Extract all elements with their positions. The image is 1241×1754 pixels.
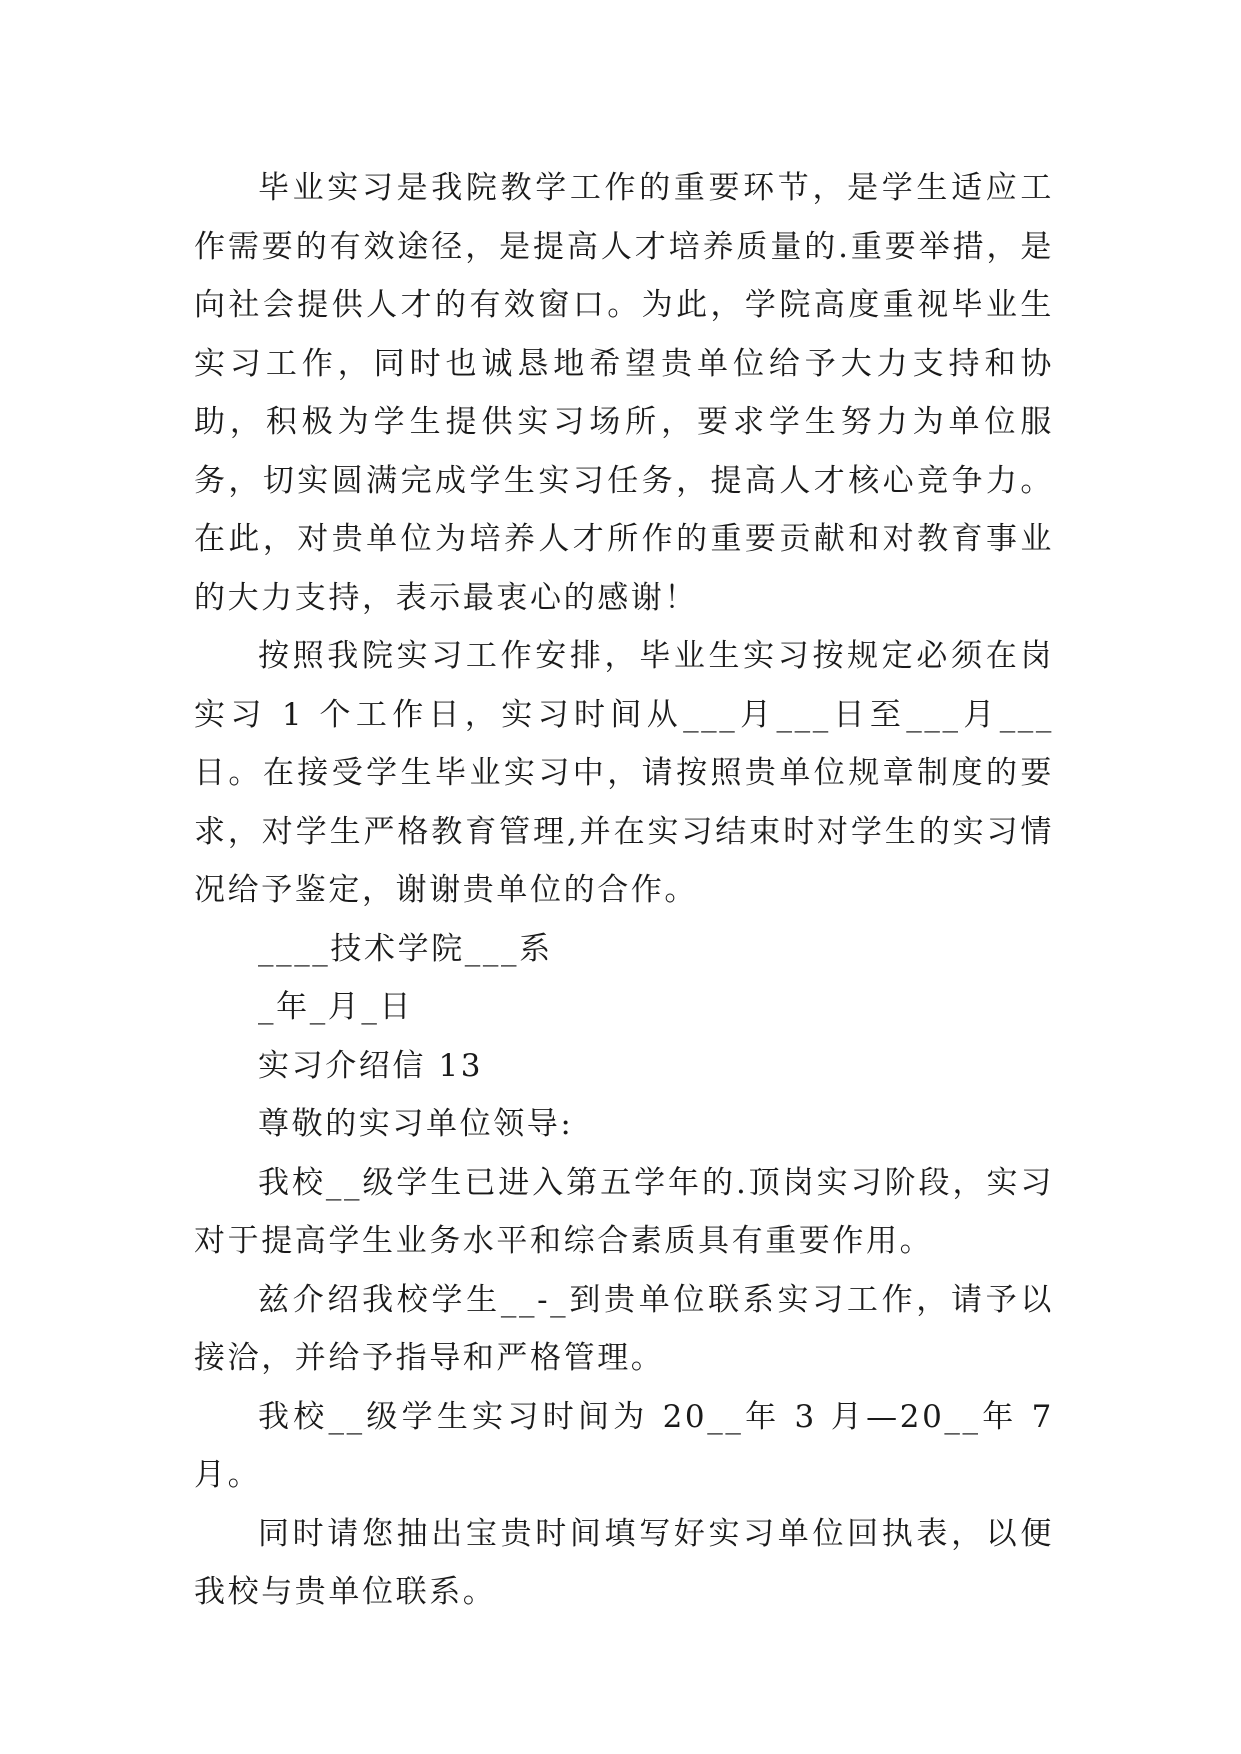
letter-salutation: 尊敬的实习单位领导: xyxy=(258,1106,574,1142)
signature-college-department: ____技术学院___系 xyxy=(258,930,553,967)
paragraph-internship-stage: 我校__级学生已进入第五学年的.顶岗实习阶段，实习对于提高学生业务水平和综合素质具有重要作用。 xyxy=(194,1164,1054,1259)
paragraph-internship-period: 我校__级学生实习时间为 20__年 3 月—20__年 7 月。 xyxy=(194,1398,1067,1493)
paragraph-internship-importance: 毕业实习是我院教学工作的重要环节，是学生适应工作需要的有效途径，是提高人才培养质量的.重要举措，是向社会提供人才的有效窗口。为此，学院高度重视毕业生实习工作，同时也诚恳地希望贵单位给予大力支持和协助，积极为学生提供实习场所，要求学生努力为单位服务，切实圆满完成学生实习任务，提高人才核心竞争力。在此，对贵单位为培养人才所作的重要贡献和对教育事业的大力支持，表示最衷心的感谢！ xyxy=(194,170,1054,616)
paragraph-receipt-request: 同时请您抽出宝贵时间填写好实习单位回执表，以便我校与贵单位联系。 xyxy=(194,1515,1054,1610)
document-body xyxy=(194,159,1067,1622)
signature-date: _年_月_日 xyxy=(258,989,414,1025)
paragraph-introduction: 兹介绍我校学生__-_到贵单位联系实习工作，请予以接洽，并给予指导和严格管理。 xyxy=(194,1281,1054,1376)
paragraph-internship-arrangement: 按照我院实习工作安排，毕业生实习按规定必须在岗实习 1 个工作日，实习时间从___月___日至___月___日。在接受学生毕业实习中，请按照贵单位规章制度的要求，对学生严格教育管理,并在实习结束时对学生的实习情况给予鉴定，谢谢贵单位的合作。 xyxy=(194,638,1054,908)
letter-heading: 实习介绍信 13 xyxy=(258,1047,484,1084)
